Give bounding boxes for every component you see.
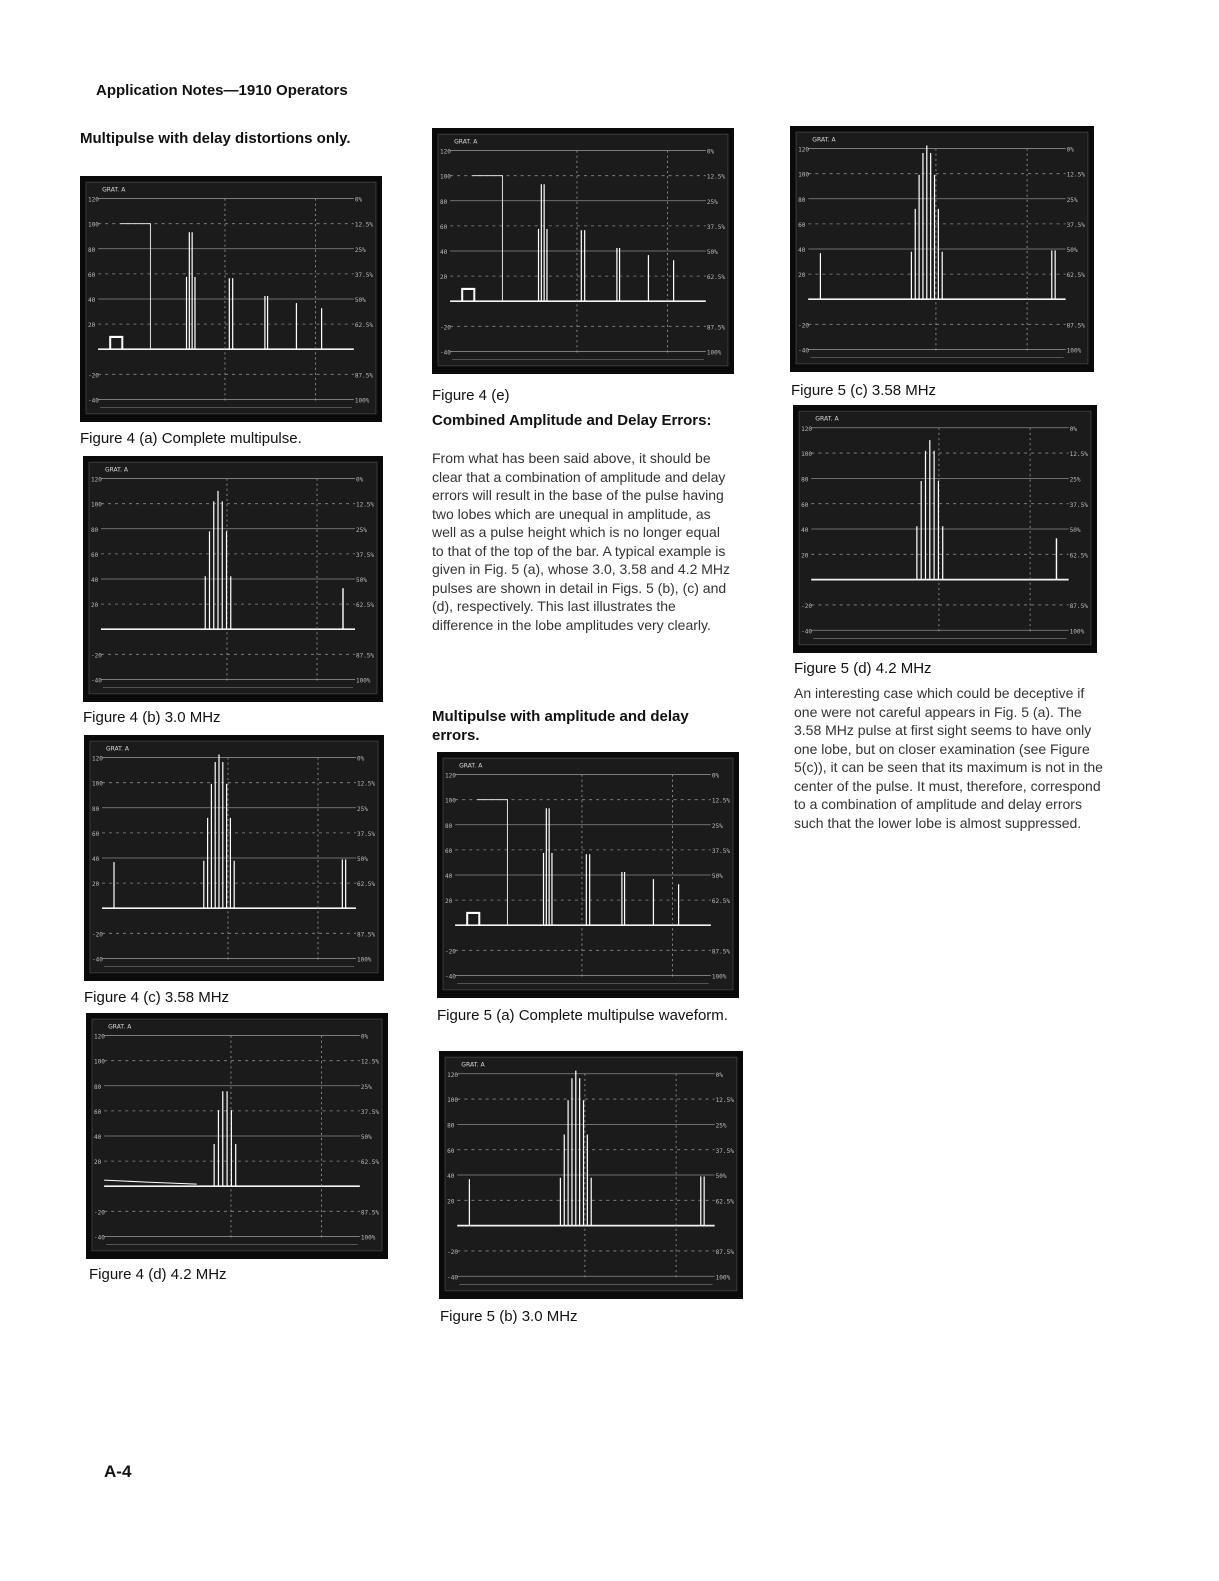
svg-text:20: 20 <box>94 1159 102 1167</box>
svg-text:100: 100 <box>94 1058 105 1066</box>
svg-text:50%: 50% <box>360 1134 372 1142</box>
scope-figure-4b <box>83 456 383 702</box>
svg-text:-20: -20 <box>798 322 810 330</box>
svg-text:100: 100 <box>445 797 456 805</box>
scope-graticule <box>84 735 384 981</box>
svg-text:37.5%: 37.5% <box>715 1147 734 1155</box>
svg-text:25%: 25% <box>1066 196 1078 204</box>
scope-graticule <box>439 1051 743 1299</box>
svg-text:100: 100 <box>91 501 102 509</box>
svg-text:120: 120 <box>447 1071 459 1079</box>
svg-text:80: 80 <box>798 196 806 204</box>
svg-text:20: 20 <box>92 881 100 889</box>
svg-text:100%: 100% <box>1066 347 1082 355</box>
svg-text:GRAT. A: GRAT. A <box>105 466 129 474</box>
svg-text:50%: 50% <box>357 856 368 864</box>
svg-text:100%: 100% <box>715 1274 731 1282</box>
svg-text:-40: -40 <box>447 1274 459 1282</box>
svg-text:40: 40 <box>447 1173 455 1181</box>
svg-text:12.5%: 12.5% <box>706 173 725 181</box>
svg-text:62.5%: 62.5% <box>715 1198 734 1206</box>
svg-text:40: 40 <box>94 1134 102 1142</box>
svg-text:120: 120 <box>445 772 456 780</box>
svg-text:25%: 25% <box>354 246 366 254</box>
caption-figure-5b: Figure 5 (b) 3.0 MHz <box>440 1308 578 1325</box>
svg-text:80: 80 <box>445 822 453 830</box>
svg-text:62.5%: 62.5% <box>356 602 375 610</box>
scope-graticule <box>432 128 734 374</box>
svg-text:120: 120 <box>440 148 451 156</box>
svg-text:25%: 25% <box>356 526 367 534</box>
svg-text:GRAT. A: GRAT. A <box>454 138 478 146</box>
page-number: A-4 <box>104 1462 132 1481</box>
svg-text:80: 80 <box>94 1083 102 1091</box>
svg-text:62.5%: 62.5% <box>706 274 725 282</box>
caption-figure-4d: Figure 4 (d) 4.2 MHz <box>89 1266 227 1283</box>
svg-text:40: 40 <box>88 297 96 305</box>
svg-text:100%: 100% <box>706 349 722 357</box>
svg-text:25%: 25% <box>1069 476 1081 484</box>
svg-text:50%: 50% <box>711 873 723 881</box>
svg-text:-20: -20 <box>94 1209 105 1217</box>
svg-text:25%: 25% <box>357 805 368 813</box>
svg-text:20: 20 <box>91 602 99 610</box>
scope-graticule <box>437 752 739 998</box>
page-header: Application Notes—1910 Operators <box>96 82 348 99</box>
svg-text:GRAT. A: GRAT. A <box>459 762 483 770</box>
scope-graticule <box>80 176 382 422</box>
paragraph-interesting-text: An interesting case which could be deceptive if one were not careful appears in Fig. 5 (a). The 3.58 MHz pulse at first sight seems to have only one lobe, but on closer examination (see Figure 5(c)), it can be seen that its maximum is not in the center of the pulse. It must, therefore, correspond to a combination of amplitude and delay errors such that the lower lobe is almost suppressed. <box>794 685 1103 831</box>
scope-figure-5c <box>790 126 1094 372</box>
svg-text:20: 20 <box>798 272 806 280</box>
svg-text:40: 40 <box>92 856 100 864</box>
scope-graticule <box>83 456 383 702</box>
svg-text:50%: 50% <box>1069 527 1081 535</box>
svg-text:100: 100 <box>801 451 813 459</box>
scope-figure-4c <box>84 735 384 981</box>
svg-text:120: 120 <box>88 196 99 204</box>
scope-figure-4e <box>432 128 734 374</box>
svg-text:87.5%: 87.5% <box>1069 603 1088 611</box>
svg-text:-20: -20 <box>91 652 102 660</box>
svg-text:0%: 0% <box>706 148 715 156</box>
svg-text:37.5%: 37.5% <box>1069 501 1088 509</box>
svg-text:25%: 25% <box>706 198 718 206</box>
svg-text:60: 60 <box>92 830 100 838</box>
svg-text:0%: 0% <box>1069 425 1077 433</box>
svg-text:87.5%: 87.5% <box>354 372 373 380</box>
svg-text:100: 100 <box>92 780 103 788</box>
scope-graticule <box>86 1013 388 1259</box>
svg-text:100: 100 <box>798 171 810 179</box>
svg-text:87.5%: 87.5% <box>711 948 730 956</box>
svg-text:60: 60 <box>91 551 99 559</box>
svg-text:62.5%: 62.5% <box>1066 272 1085 280</box>
paragraph-combined-text: From what has been said above, it should be clear that a combination of amplitude and delay errors will result in the base of the pulse having two lobes which are unequal in amplitude, as well as a pulse height which is no longer equal to that of the top of the bar. A typical example is given in Fig. 5 (a), whose 3.0, 3.58 and 4.2 MHz pulses are shown in detail in Figs. 5 (b), (c) and (d), respectively. This last illustrates the difference in the lobe amplitudes very clearly. <box>432 450 731 633</box>
svg-text:37.5%: 37.5% <box>706 223 725 231</box>
scope-figure-4d <box>86 1013 388 1259</box>
svg-text:120: 120 <box>94 1033 105 1041</box>
svg-text:37.5%: 37.5% <box>1066 221 1085 229</box>
paragraph-combined-errors <box>432 449 734 634</box>
paragraph-interesting-case <box>794 684 1104 832</box>
svg-text:GRAT. A: GRAT. A <box>461 1061 485 1069</box>
svg-text:60: 60 <box>440 223 448 231</box>
svg-text:100%: 100% <box>360 1234 376 1242</box>
svg-text:120: 120 <box>798 146 810 154</box>
svg-text:50%: 50% <box>354 297 366 305</box>
svg-text:87.5%: 87.5% <box>1066 322 1085 330</box>
svg-text:12.5%: 12.5% <box>1069 451 1088 459</box>
caption-figure-5c: Figure 5 (c) 3.58 MHz <box>791 382 937 399</box>
svg-text:62.5%: 62.5% <box>360 1159 379 1167</box>
svg-text:50%: 50% <box>1066 247 1078 255</box>
svg-text:0%: 0% <box>1066 146 1074 154</box>
caption-figure-5d: Figure 5 (d) 4.2 MHz <box>794 660 932 677</box>
svg-text:62.5%: 62.5% <box>354 322 373 330</box>
svg-text:40: 40 <box>445 873 453 881</box>
svg-text:-20: -20 <box>440 324 451 332</box>
svg-text:80: 80 <box>447 1122 455 1130</box>
svg-text:0%: 0% <box>711 772 720 780</box>
section-heading-multipulse: Multipulse with amplitude and delay errors. <box>432 708 689 744</box>
svg-text:80: 80 <box>88 246 96 254</box>
svg-text:120: 120 <box>92 755 103 763</box>
svg-text:0%: 0% <box>356 476 364 484</box>
svg-text:40: 40 <box>798 247 806 255</box>
svg-text:12.5%: 12.5% <box>715 1097 734 1105</box>
svg-text:100%: 100% <box>357 956 372 964</box>
svg-text:100%: 100% <box>711 973 727 981</box>
scope-graticule <box>793 405 1097 653</box>
svg-text:100: 100 <box>440 173 451 181</box>
svg-text:100%: 100% <box>354 397 370 405</box>
svg-text:100%: 100% <box>1069 628 1085 636</box>
svg-text:20: 20 <box>440 274 448 282</box>
svg-text:87.5%: 87.5% <box>715 1249 734 1257</box>
svg-text:-40: -40 <box>445 973 456 981</box>
svg-text:60: 60 <box>94 1108 102 1116</box>
svg-text:40: 40 <box>440 249 448 257</box>
svg-text:20: 20 <box>445 898 453 906</box>
svg-text:-20: -20 <box>801 603 813 611</box>
scope-figure-5d <box>793 405 1097 653</box>
svg-text:25%: 25% <box>711 822 723 830</box>
svg-text:-40: -40 <box>91 677 102 685</box>
svg-text:12.5%: 12.5% <box>356 501 375 509</box>
svg-text:12.5%: 12.5% <box>357 780 376 788</box>
svg-text:0%: 0% <box>357 755 365 763</box>
svg-text:120: 120 <box>91 476 102 484</box>
svg-text:25%: 25% <box>715 1122 727 1130</box>
svg-text:87.5%: 87.5% <box>360 1209 379 1217</box>
svg-text:100: 100 <box>447 1097 459 1105</box>
svg-text:60: 60 <box>447 1147 455 1155</box>
caption-figure-4c: Figure 4 (c) 3.58 MHz <box>84 989 230 1006</box>
caption-figure-4b: Figure 4 (b) 3.0 MHz <box>83 709 221 726</box>
svg-text:50%: 50% <box>356 577 367 585</box>
svg-text:12.5%: 12.5% <box>1066 171 1085 179</box>
caption-figure-5a: Figure 5 (a) Complete multipulse waveform. <box>437 1007 728 1024</box>
svg-text:20: 20 <box>801 552 809 560</box>
svg-text:0%: 0% <box>715 1071 723 1079</box>
svg-text:37.5%: 37.5% <box>357 830 376 838</box>
svg-text:GRAT. A: GRAT. A <box>106 745 130 753</box>
svg-text:37.5%: 37.5% <box>356 551 375 559</box>
svg-text:60: 60 <box>801 501 809 509</box>
svg-text:62.5%: 62.5% <box>711 898 730 906</box>
svg-text:37.5%: 37.5% <box>354 271 373 279</box>
svg-text:37.5%: 37.5% <box>360 1108 379 1116</box>
svg-text:40: 40 <box>91 577 99 585</box>
scope-graticule <box>790 126 1094 372</box>
svg-text:25%: 25% <box>360 1083 372 1091</box>
caption-figure-4e: Figure 4 (e) <box>432 387 510 404</box>
svg-text:87.5%: 87.5% <box>357 931 376 939</box>
svg-text:GRAT. A: GRAT. A <box>108 1023 132 1031</box>
svg-text:80: 80 <box>92 805 100 813</box>
svg-text:-20: -20 <box>88 372 99 380</box>
svg-text:50%: 50% <box>706 249 718 257</box>
svg-text:60: 60 <box>798 221 806 229</box>
svg-text:0%: 0% <box>360 1033 369 1041</box>
scope-figure-4a <box>80 176 382 422</box>
svg-text:GRAT. A: GRAT. A <box>812 136 836 144</box>
svg-text:20: 20 <box>88 322 96 330</box>
svg-text:0%: 0% <box>354 196 363 204</box>
svg-text:-40: -40 <box>94 1234 105 1242</box>
svg-text:37.5%: 37.5% <box>711 847 730 855</box>
svg-text:40: 40 <box>801 527 809 535</box>
svg-text:-20: -20 <box>447 1249 459 1257</box>
svg-text:87.5%: 87.5% <box>356 652 375 660</box>
scope-figure-5a <box>437 752 739 998</box>
svg-text:12.5%: 12.5% <box>354 221 373 229</box>
section-heading-combined: Combined Amplitude and Delay Errors: <box>432 412 712 429</box>
svg-text:GRAT. A: GRAT. A <box>102 186 126 194</box>
scope-figure-5b <box>439 1051 743 1299</box>
section-heading-delay: Multipulse with delay distortions only. <box>80 130 351 147</box>
svg-text:-40: -40 <box>801 628 813 636</box>
svg-text:-40: -40 <box>92 956 103 964</box>
svg-text:62.5%: 62.5% <box>1069 552 1088 560</box>
svg-text:80: 80 <box>440 198 448 206</box>
svg-text:80: 80 <box>91 526 99 534</box>
svg-text:120: 120 <box>801 425 813 433</box>
svg-text:-40: -40 <box>88 397 99 405</box>
svg-text:80: 80 <box>801 476 809 484</box>
svg-text:-40: -40 <box>798 347 810 355</box>
caption-figure-4a: Figure 4 (a) Complete multipulse. <box>80 430 302 447</box>
svg-text:-20: -20 <box>445 948 456 956</box>
svg-text:12.5%: 12.5% <box>360 1058 379 1066</box>
svg-text:100%: 100% <box>356 677 371 685</box>
svg-text:62.5%: 62.5% <box>357 881 376 889</box>
svg-text:GRAT. A: GRAT. A <box>815 415 839 423</box>
svg-text:60: 60 <box>88 271 96 279</box>
svg-text:60: 60 <box>445 847 453 855</box>
svg-text:87.5%: 87.5% <box>706 324 725 332</box>
svg-text:100: 100 <box>88 221 99 229</box>
svg-text:20: 20 <box>447 1198 455 1206</box>
svg-text:50%: 50% <box>715 1173 727 1181</box>
svg-text:12.5%: 12.5% <box>711 797 730 805</box>
svg-text:-40: -40 <box>440 349 451 357</box>
svg-text:-20: -20 <box>92 931 103 939</box>
